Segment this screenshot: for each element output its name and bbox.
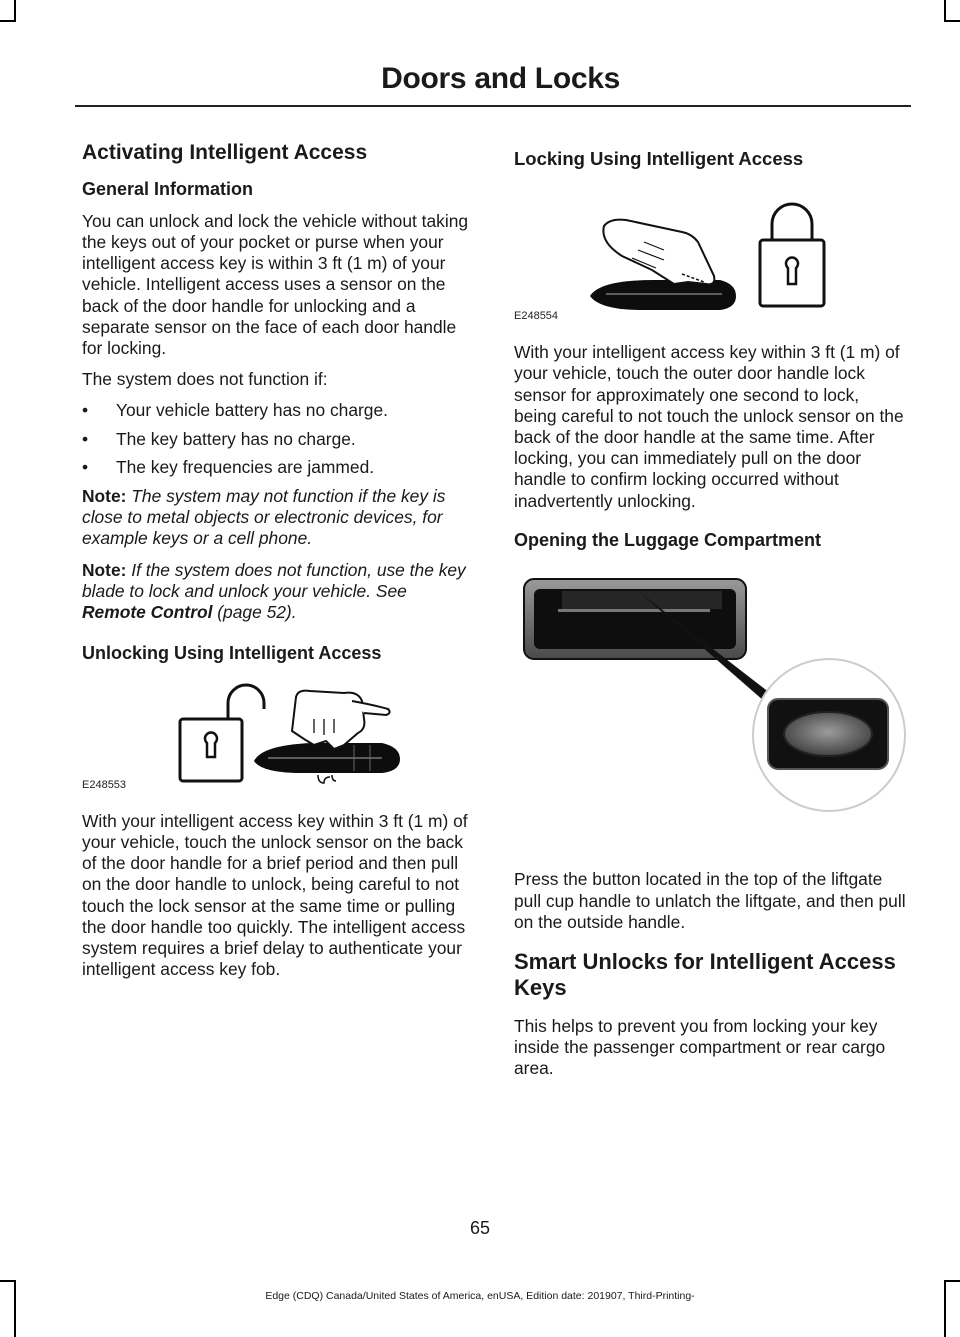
remote-control-link[interactable]: Remote Control — [82, 602, 213, 623]
figure-code: E248553 — [82, 778, 127, 791]
page-section-title: Doors and Locks — [381, 62, 620, 95]
note-label: Note: — [82, 559, 127, 580]
list-item: • The key battery has no charge. — [82, 429, 474, 450]
crop-mark — [944, 1280, 946, 1337]
pull-cup-handle-icon — [524, 579, 746, 659]
unlock-figure — [82, 679, 474, 791]
edition-info: Edge (CDQ) Canada/United States of America, enUSA, Edition date: 201907, Third-Printing- — [265, 1290, 695, 1302]
heading-smart-unlocks: Smart Unlocks for Intelligent Access Keys — [514, 949, 896, 1001]
heading-luggage: Opening the Luggage Compartment — [514, 529, 822, 550]
hand-icon — [603, 220, 714, 285]
note-label: Note: — [82, 486, 127, 507]
note-metal-objects — [82, 486, 474, 550]
liftgate-illustration — [514, 569, 906, 851]
locked-padlock-icon — [760, 204, 824, 306]
door-handle-icon — [254, 743, 400, 773]
zoom-circle — [753, 659, 905, 811]
left-column — [82, 140, 474, 990]
smart-paragraph: This helps to prevent you from locking your key inside the passenger compartment or rear cargo area. — [514, 1015, 886, 1079]
unlocked-padlock-icon — [180, 685, 264, 781]
crop-mark — [944, 1280, 960, 1282]
right-column — [514, 140, 906, 1089]
header-divider — [75, 105, 911, 107]
crop-mark — [0, 1280, 16, 1282]
intro-paragraph: You can unlock and lock the vehicle without taking the keys out of your pocket or purse when your intelligent access key is within 3 ft (1 m) of your vehicle. Intelligent access uses a sensor on the back of the door handle for unlocking and a separate sensor on the face of each door handle for locking. — [82, 210, 469, 358]
list-item: • Your vehicle battery has no charge. — [82, 400, 474, 421]
crop-mark — [944, 20, 960, 22]
unlock-illustration — [82, 679, 474, 791]
crop-mark — [14, 0, 16, 22]
conditions-list — [82, 400, 474, 478]
lock-paragraph: With your intelligent access key within 3 ft (1 m) of your vehicle, touch the outer door handle lock sensor for approximately one second to lock, being careful to not touch the unlock sensor on the back of the door handle at the same time. After locking, you can immediately pull on the door handle to confirm locking occurred without inadvertently unlocking. — [514, 342, 904, 511]
list-intro: The system does not function if: — [82, 369, 328, 390]
lock-illustration — [514, 184, 906, 322]
list-item: • The key frequencies are jammed. — [82, 457, 474, 478]
unlock-paragraph: With your intelligent access key within 3 ft (1 m) of your vehicle, touch the unlock sensor on the back of the door handle for a brief period and then pull on the door handle to unlock, being careful to not touch the lock sensor at the same time or pulling the door handle too quickly. The intelligent access system requires a brief delay to authenticate your intelligent access key fob. — [82, 810, 468, 980]
note-key-blade — [82, 560, 474, 624]
crop-mark — [944, 0, 946, 22]
note-text: If the system does not function, use the key blade to lock and unlock your vehicle. See — [82, 559, 466, 601]
crop-mark — [0, 20, 16, 22]
subheading-general: General Information — [82, 179, 254, 200]
crop-mark — [14, 1280, 16, 1337]
luggage-paragraph: Press the button located in the top of the liftgate pull cup handle to unlatch the liftgate, and then pull on the outside handle. — [514, 869, 906, 932]
door-handle-icon — [590, 280, 736, 310]
page-number: 65 — [469, 1218, 491, 1238]
heading-locking: Locking Using Intelligent Access — [514, 148, 804, 169]
lock-figure — [514, 184, 906, 322]
luggage-figure — [514, 569, 906, 851]
heading-activating: Activating Intelligent Access — [82, 141, 368, 164]
heading-unlocking: Unlocking Using Intelligent Access — [82, 643, 382, 664]
liftgate-button-icon — [784, 712, 872, 756]
figure-code: E248554 — [514, 310, 559, 323]
note-text: The system may not function if the key is close to metal objects or electronic devices, for example keys or a cell phone. — [82, 486, 446, 549]
page-ref: (page 52). — [212, 602, 297, 623]
